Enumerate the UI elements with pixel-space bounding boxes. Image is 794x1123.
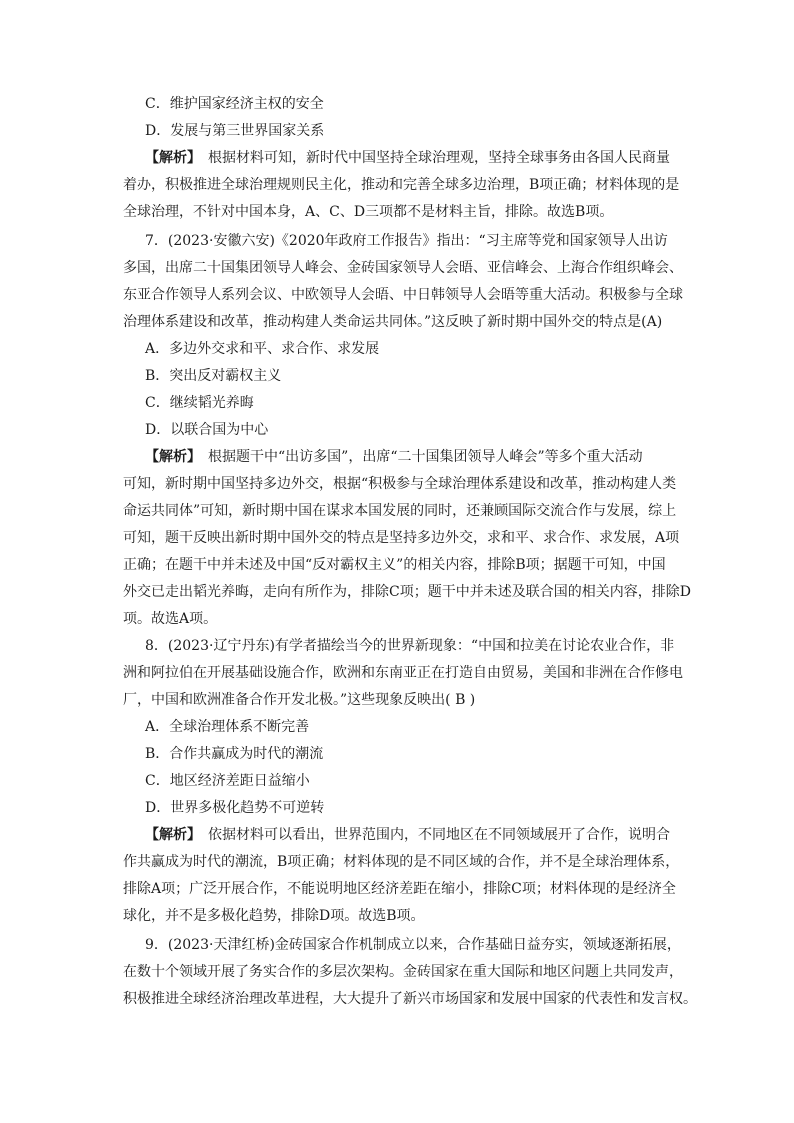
paragraph-line — [123, 285, 683, 305]
line-text: 可知，题干反映出新时期中国外交的特点是坚持多边外交，求和平、求合作、求发展，A项 — [123, 530, 680, 546]
line-text: 根据材料可知，新时代中国坚持全球治理观，坚持全球事务由各国人民商量 — [194, 150, 670, 166]
line-text: 积极推进全球经济治理改革进程，大大提升了新兴市场国家和发展中国家的代表性和发言权。 — [123, 991, 697, 1007]
line-text: 8．(2023·辽宁丹东)有学者描绘当今的世界新现象：“中国和拉美在讨论农业合作，非 — [145, 638, 675, 654]
question-stem — [145, 935, 681, 955]
answer-option — [145, 94, 324, 114]
line-text: 7．(2023·安徽六安)《2020年政府工作报告》指出：“习主席等党和国家领导人出访 — [145, 233, 668, 249]
paragraph-line — [123, 989, 697, 1009]
line-text: A．多边外交求和平、求合作、求发展 — [145, 341, 380, 357]
line-text: 球化，并不是多极化趋势，排除D项。故选B项。 — [123, 908, 425, 924]
line-text: 排除A项；广泛开展合作，不能说明地区经济差距在缩小，排除C项；材料体现的是经济全 — [123, 881, 676, 897]
paragraph-line — [123, 906, 425, 926]
answer-option — [145, 121, 324, 141]
analysis-tag: 【解析】 — [145, 827, 194, 843]
answer-option — [145, 717, 309, 737]
paragraph-line — [123, 879, 676, 899]
line-text: 9．(2023·天津红桥)金砖国家合作机制成立以来，合作基础日益夯实，领域逐渐拓展， — [145, 937, 681, 953]
paragraph-line — [123, 852, 679, 872]
line-text: B．合作共赢成为时代的潮流 — [145, 746, 324, 762]
paragraph-line — [123, 555, 666, 575]
paragraph-line — [123, 609, 217, 629]
line-text: 正确；在题干中并未述及中国“反对霸权主义”的相关内容，排除B项；据题干可知，中国 — [123, 557, 666, 573]
analysis-line — [145, 148, 670, 168]
answer-option — [145, 339, 379, 359]
paragraph-line — [123, 175, 679, 195]
line-text: 多国，出席二十国集团领导人峰会、金砖国家领导人会晤、亚信峰会、上海合作组织峰会、 — [123, 260, 683, 276]
line-text: 命运共同体”可知，新时期中国在谋求本国发展的同时，还兼顾国际交流合作与发展，综上 — [123, 503, 677, 519]
line-text: B．突出反对霸权主义 — [145, 368, 282, 384]
line-text: 着办，积极推进全球治理规则民主化，推动和完善全球多边治理，B项正确；材料体现的是 — [123, 177, 680, 193]
answer-option — [145, 420, 268, 440]
line-text: 项。故选A项。 — [123, 611, 218, 627]
answer-option — [145, 393, 254, 413]
paragraph-line — [123, 474, 676, 494]
answer-option — [145, 798, 324, 818]
question-stem — [145, 231, 668, 251]
analysis-tag: 【解析】 — [145, 150, 194, 166]
paragraph-line — [123, 501, 676, 521]
line-text: 依据材料可以看出，世界范围内，不同地区在不同领域展开了合作，说明合 — [194, 827, 670, 843]
paragraph-line — [123, 202, 613, 222]
line-text: 厂，中国和欧洲准备合作开发北极。”这些现象反映出( B ) — [123, 692, 476, 708]
paragraph-line — [123, 582, 691, 602]
line-text: C．地区经济差距日益缩小 — [145, 773, 310, 789]
analysis-tag: 【解析】 — [145, 449, 194, 465]
line-text: 全球治理，不针对中国本身，A、C、D三项都不是材料主旨，排除。故选B项。 — [123, 204, 614, 220]
line-text: 洲和阿拉伯在开展基础设施合作，欧洲和东南亚正在打造自由贸易，美国和非洲在合作修电 — [123, 665, 683, 681]
paragraph-line — [123, 962, 683, 982]
paragraph-line — [123, 258, 683, 278]
line-text: 东亚合作领导人系列会议、中欧领导人会晤、中日韩领导人会晤等重大活动。积极参与全球 — [123, 287, 683, 303]
analysis-line — [145, 825, 670, 845]
paragraph-line — [123, 690, 475, 710]
answer-option — [145, 366, 281, 386]
paragraph-line — [123, 663, 683, 683]
answer-option — [145, 771, 310, 791]
line-text: D．以联合国为中心 — [145, 422, 269, 438]
line-text: 在数十个领域开展了务实合作的多层次架构。金砖国家在重大国际和地区问题上共同发声， — [123, 964, 683, 980]
line-text: 治理体系建设和改革，推动构建人类命运共同体。”这反映了新时期中国外交的特点是(A) — [123, 314, 663, 330]
line-text: 外交已走出韬光养晦，走向有所作为，排除C项；题干中并未述及联合国的相关内容，排除D — [123, 584, 691, 600]
line-text: C．维护国家经济主权的安全 — [145, 96, 324, 112]
line-text: 作共赢成为时代的潮流，B项正确；材料体现的是不同区域的合作，并不是全球治理体系， — [123, 854, 680, 870]
line-text: D．世界多极化趋势不可逆转 — [145, 800, 325, 816]
line-text: 根据题干中“出访多国”，出席“二十国集团领导人峰会”等多个重大活动 — [194, 449, 643, 465]
paragraph-line — [123, 312, 662, 332]
question-stem — [145, 636, 674, 656]
paragraph-line — [123, 528, 679, 548]
line-text: 可知，新时期中国坚持多边外交，根据“积极参与全球治理体系建设和改革，推动构建人类 — [123, 476, 677, 492]
line-text: C．继续韬光养晦 — [145, 395, 254, 411]
answer-option — [145, 744, 323, 764]
line-text: D．发展与第三世界国家关系 — [145, 123, 325, 139]
line-text: A．全球治理体系不断完善 — [145, 719, 310, 735]
analysis-line — [145, 447, 643, 467]
